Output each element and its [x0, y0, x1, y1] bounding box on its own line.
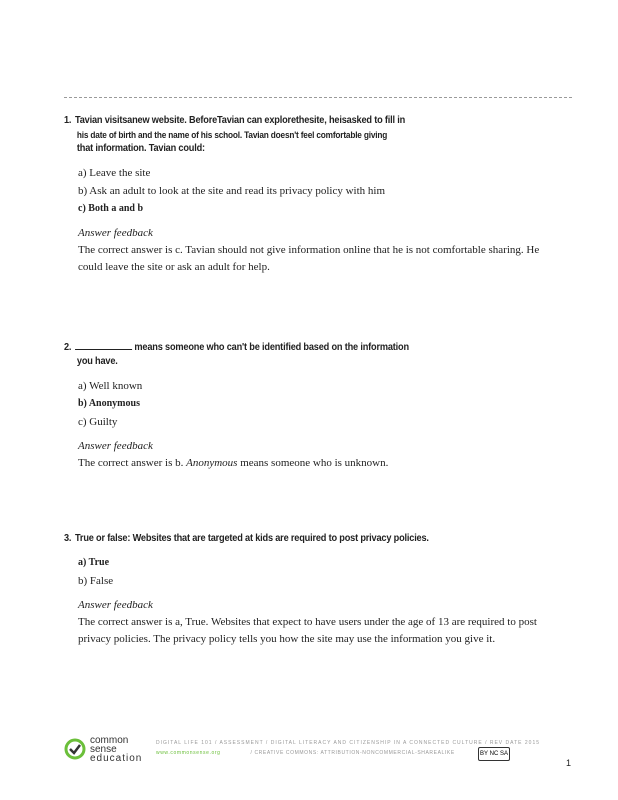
answer-feedback-text: The correct answer is b. Anonymous means someone who is unknown.: [78, 457, 389, 469]
question-1-line-2: his date of birth and the name of his school. Tavian doesn't feel comfortable giving: [76, 130, 388, 140]
question-2-line-1: 2. means someone who can't be identified based on the information: [64, 342, 409, 353]
answer-feedback-heading: Answer feedback: [78, 440, 153, 452]
question-3-line-1: 3. True or false: Websites that are targeted at kids are required to post privacy policies.: [64, 533, 429, 544]
option-a: a) Leave the site: [78, 167, 151, 179]
footer-course-info: DIGITAL LIFE 101 / ASSESSMENT / DIGITAL LITERACY AND CITIZENSHIP IN A CONNECTED CULTURE / REV DATE 2015: [156, 740, 541, 746]
question-1-options: [64, 164, 564, 218]
question-1-line-3: that information. Tavian could:: [76, 143, 205, 154]
question-3: [64, 532, 564, 648]
answer-feedback-heading: Answer feedback: [78, 227, 153, 239]
question-2-options: [64, 377, 564, 431]
footer-license-line: www.commonsense.org / CREATIVE COMMONS: ATTRIBUTION-NONCOMMERCIAL-SHAREALIKE: [156, 750, 455, 756]
top-divider: [64, 97, 572, 98]
logo-word-2: sense: [90, 744, 117, 755]
creative-commons-badge: BY NC SA: [478, 747, 510, 761]
question-3-options: [64, 554, 564, 590]
footer-url-link[interactable]: www.commonsense.org: [156, 750, 221, 756]
check-circle-icon: [64, 738, 86, 760]
question-1: [64, 114, 564, 276]
option-b: b) False: [78, 575, 114, 587]
answer-feedback-heading: Answer feedback: [78, 599, 153, 611]
answer-feedback-text: The correct answer is a, True. Websites that expect to have users under the age of 13 are required to post privacy policies. The privacy policy tells you how the site may use the information you give it.: [78, 616, 537, 645]
page-footer: [64, 736, 574, 776]
option-c: c) Guilty: [78, 416, 118, 428]
option-c-correct: c) Both a and b: [78, 203, 144, 214]
question-2-line-2: you have.: [76, 356, 118, 367]
question-1-line-1: 1. Tavian visitsanew website. BeforeTavian can explorethesite, heisasked to fill in: [64, 115, 406, 126]
logo-word-3: education: [90, 753, 143, 764]
answer-feedback-text: The correct answer is c. Tavian should not give information online that he is not comfortable sharing. He could leave the site or ask an adult for help.: [78, 244, 540, 273]
common-sense-education-logo: [64, 736, 144, 768]
question-2: [64, 340, 564, 472]
answer-blank: [75, 340, 132, 350]
option-b-correct: b) Anonymous: [78, 398, 140, 409]
logo-word-1: common: [90, 735, 129, 746]
option-a: a) Well known: [78, 380, 143, 392]
option-b: b) Ask an adult to look at the site and read its privacy policy with him: [78, 185, 386, 197]
page-number: 1: [566, 758, 572, 768]
option-a-correct: a) True: [78, 557, 110, 568]
